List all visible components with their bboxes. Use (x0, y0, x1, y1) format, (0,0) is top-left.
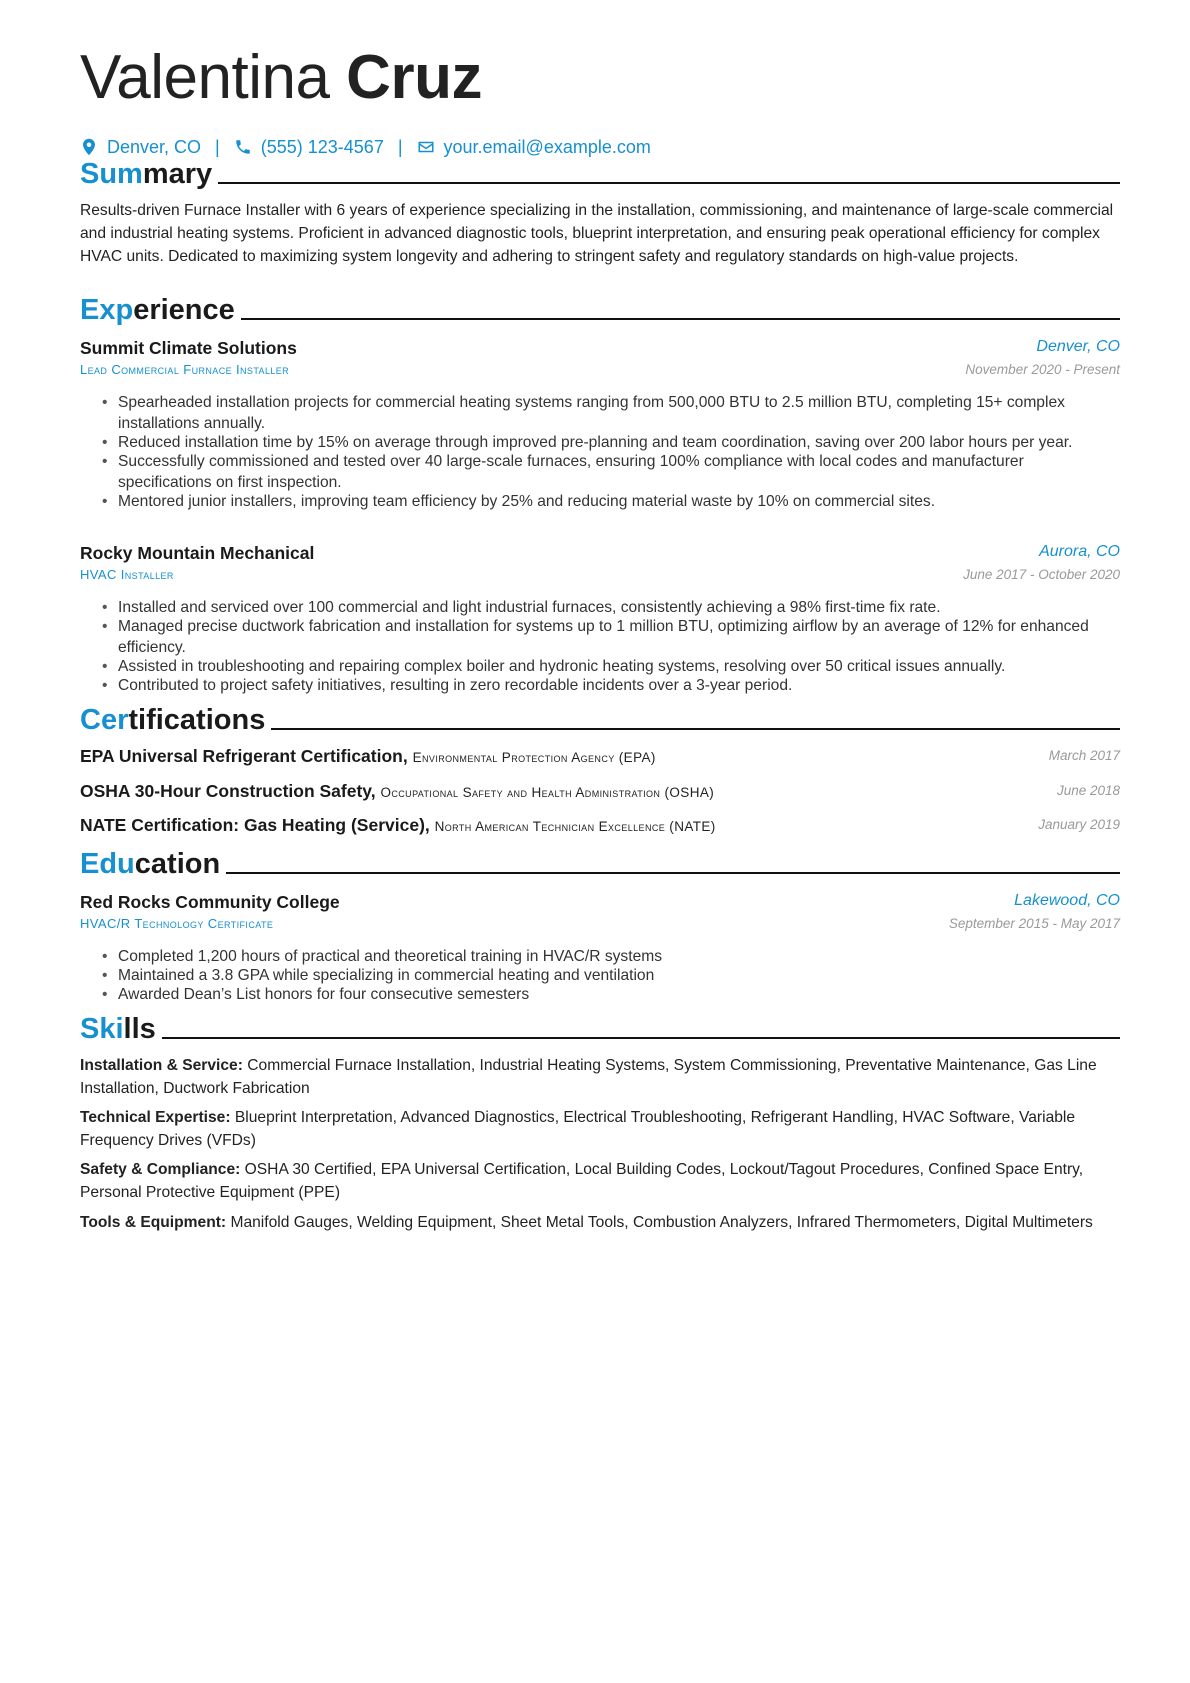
envelope-icon (417, 138, 435, 156)
last-name: Cruz (346, 43, 482, 112)
school-name: Red Rocks Community College (80, 892, 340, 912)
contact-separator: | (397, 136, 403, 157)
map-marker-icon (80, 138, 98, 156)
email-link[interactable]: your.email@example.com (443, 136, 651, 157)
certification-name: EPA Universal Refrigerant Certification (80, 746, 403, 766)
skill-group-items: Commercial Furnace Installation, Industrial Heating Systems, System Commissioning, Preventative Maintenance, Gas Line Installation, Ductwork Fabrication (80, 1057, 1097, 1097)
certification-item: OSHA 30-Hour Construction Safety, Occupational Safety and Health Administration (OSHA) June 2018 (80, 781, 1120, 801)
certification-date: June 2018 (1056, 783, 1120, 798)
certification-date: January 2019 (1038, 817, 1120, 832)
job-title: Lead Commercial Furnace Installer (80, 362, 290, 377)
list-item: • Contributed to project safety initiatives, resulting in zero recordable incidents over a 3-year period. (102, 677, 793, 694)
list-item: • Awarded Dean’s List honors for four consecutive semesters (102, 986, 530, 1003)
skill-group-label: Safety & Compliance: (80, 1161, 241, 1178)
education-bullets (80, 946, 1120, 1003)
skill-group-label: Installation & Service: (80, 1057, 243, 1074)
school-location: Lakewood, CO (1014, 892, 1120, 909)
section-divider (226, 872, 1120, 874)
section-divider (162, 1037, 1120, 1039)
contact-separator: | (215, 136, 220, 157)
job-title: HVAC Installer (80, 567, 174, 582)
job-dates: November 2020 - Present (965, 362, 1120, 377)
candidate-name (80, 42, 482, 114)
list-item: • Mentored junior installers, improving team efficiency by 25% and reducing material waste by 10% on commercial sites. (102, 493, 936, 510)
location-text: Denver, CO (107, 136, 202, 157)
section-divider (218, 182, 1120, 184)
job-bullets (80, 392, 1120, 510)
list-item: • Maintained a 3.8 GPA while specializing in commercial heating and ventilation (102, 967, 655, 984)
skill-group-items: OSHA 30 Certified, EPA Universal Certification, Local Building Codes, Lockout/Tagout Procedures, Confined Space Entry, Personal Protective Equipment (PPE) (80, 1161, 1084, 1201)
section-title-summary: Summary (80, 156, 1120, 192)
certification-name: NATE Certification: Gas Heating (Service) (80, 815, 425, 835)
list-item: • Spearheaded installation projects for commercial heating systems ranging from 500,000 BTU to 2.5 million BTU, completing 15+ complex installations annually. (102, 394, 1065, 432)
certification-item: EPA Universal Refrigerant Certification, Environmental Protection Agency (EPA) March 2017 (80, 746, 1120, 766)
skill-group (80, 1054, 1120, 1100)
skill-group-label: Tools & Equipment: (80, 1214, 227, 1231)
certification-issuer: Occupational Safety and Health Administration (OSHA) (380, 785, 715, 800)
job-location: Aurora, CO (1039, 543, 1120, 560)
section-divider (271, 728, 1120, 730)
list-item: • Reduced installation time by 15% on average through improved pre-planning and team coordination, saving over 200 labor hours per year. (102, 434, 1073, 451)
skill-group (80, 1211, 1120, 1234)
skill-group (80, 1106, 1120, 1152)
education-dates: September 2015 - May 2017 (948, 916, 1120, 931)
phone-icon (234, 138, 252, 156)
section-title-certifications: Certifications (80, 702, 1120, 738)
list-item: • Installed and serviced over 100 commercial and light industrial furnaces, consistently achieving a 98% first-time fix rate. (102, 599, 941, 616)
certification-issuer: Environmental Protection Agency (EPA) (412, 750, 656, 765)
section-title-experience: Experience (80, 292, 1120, 328)
section-title-education: Education (80, 846, 1120, 882)
summary-text: Results-driven Furnace Installer with 6 years of experience specializing in the installation, commissioning, and maintenance of large-scale commercial and industrial heating systems. Proficient in advanced diagnostic tools, blueprint interpretation, and ensuring peak operational efficiency for complex HVAC units. Dedicated to maximizing system longevity and adhering to stringent safety and regulatory standards on high-value projects. (80, 202, 1114, 265)
company-name: Rocky Mountain Mechanical (80, 543, 315, 563)
job-location: Denver, CO (1036, 338, 1120, 355)
certification-date: March 2017 (1048, 748, 1120, 763)
skill-group-items: Manifold Gauges, Welding Equipment, Sheet Metal Tools, Combustion Analyzers, Infrared Thermometers, Digital Multimeters (230, 1214, 1093, 1231)
skill-group (80, 1158, 1120, 1204)
section-title-skills: Skills (80, 1011, 1120, 1047)
degree: HVAC/R Technology Certificate (80, 916, 274, 931)
skill-group-label: Technical Expertise: (80, 1109, 231, 1126)
list-item: • Completed 1,200 hours of practical and theoretical training in HVAC/R systems (102, 948, 663, 965)
list-item: • Successfully commissioned and tested over 40 large-scale furnaces, ensuring 100% compliance with local codes and manufacturer specifications on first inspection. (102, 453, 1024, 491)
first-name: Valentina (80, 43, 330, 112)
list-item: • Managed precise ductwork fabrication and installation for systems up to 1 million BTU, optimizing airflow by an average of 12% for enhanced efficiency. (102, 618, 1089, 656)
section-divider (241, 318, 1120, 320)
certification-item: NATE Certification: Gas Heating (Service), North American Technician Excellence (NATE) January 2019 (80, 815, 1120, 835)
job-bullets (80, 597, 1120, 694)
list-item: • Assisted in troubleshooting and repairing complex boiler and hydronic heating systems, resolving over 50 critical issues annually. (102, 658, 1006, 675)
skill-group-items: Blueprint Interpretation, Advanced Diagnostics, Electrical Troubleshooting, Refrigerant Handling, HVAC Software, Variable Frequency Drives (VFDs) (80, 1109, 1076, 1149)
job-dates: June 2017 - October 2020 (963, 567, 1120, 582)
certification-issuer: North American Technician Excellence (NATE) (434, 819, 716, 834)
certification-name: OSHA 30-Hour Construction Safety (80, 781, 371, 801)
company-name: Summit Climate Solutions (80, 338, 297, 358)
phone-link[interactable]: (555) 123-4567 (260, 136, 384, 157)
